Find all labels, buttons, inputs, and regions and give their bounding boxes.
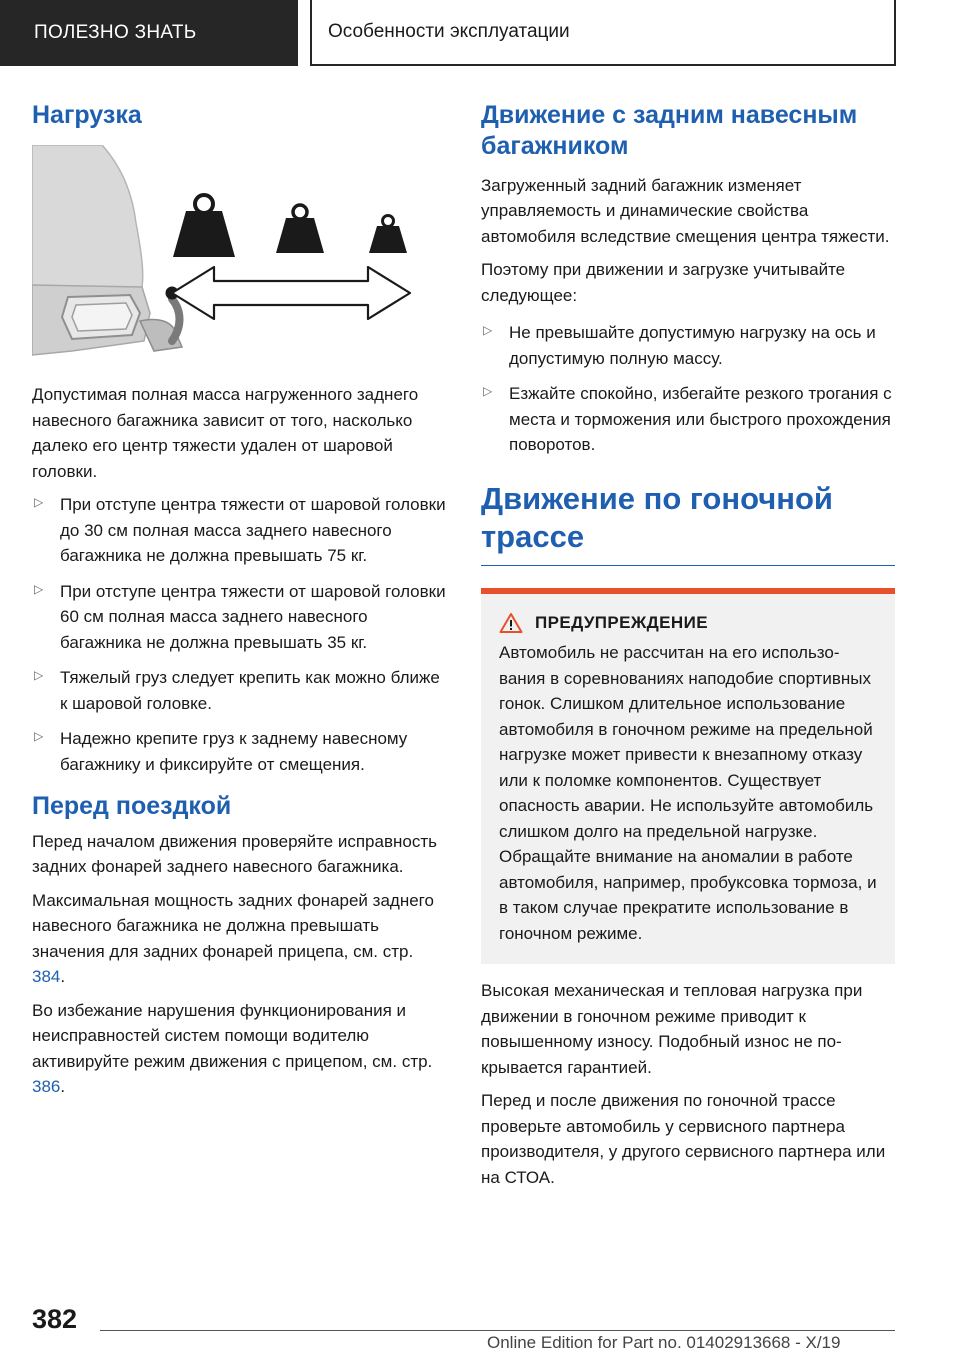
warning-text: Автомобиль не рассчитан на его использования в соревнованиях наподобие спортивных гонок. Слишком длительное использование автомобиля в гоночном режиме на предельной нагрузке может привести к внезапному отказу или к поломке компонентов. Существует опасность аварии. Не используйте автомобиль слишком долго на предельной нагрузке. Обращайте внимание на аномалии в работе автомобиля, например, пробуксовка тормоза, и в таком случае прекратите использование в гоночном режиме. bbox=[499, 643, 877, 943]
track-paragraph-1: Высокая механическая и тепловая нагрузка при движении в гоночном режиме приводит к повышенному износу. Подобный износ не покрывается гарантией. bbox=[481, 981, 863, 1077]
load-paragraph: Допустимая полная масса нагруженного заднего навесного багажника зависит от того, насколько далеко его центр тяжести удален от шаровой головки. bbox=[32, 385, 419, 481]
triangle-right-icon: ▷ bbox=[34, 668, 44, 683]
rear-paragraph-2: Поэтому при движении и загрузке учитывайте следующее: bbox=[481, 260, 846, 305]
page-header bbox=[0, 0, 960, 66]
warning-box bbox=[481, 588, 895, 964]
rear-paragraph-1: Загруженный задний багажник изменяет управляемость и динамические свойства автомобиля вследствие смещения центра тяжести. bbox=[481, 175, 890, 246]
page-link-384[interactable]: 384 bbox=[32, 967, 61, 986]
section-label: ПОЛЕЗНО ЗНАТЬ bbox=[34, 22, 197, 43]
list-item: ▷ Надежно крепите груз к заднему навесному багажнику и фиксируйте от смещения. bbox=[34, 729, 408, 774]
warning-triangle-icon bbox=[499, 612, 523, 634]
edition-note: Online Edition for Part no. 01402913668 - X/19 bbox=[487, 1333, 841, 1352]
triangle-right-icon: ▷ bbox=[34, 729, 44, 744]
heading-divider bbox=[481, 565, 895, 566]
list-item: ▷ Тяжелый груз следует крепить как можно ближе к шаровой головке. bbox=[34, 668, 440, 713]
towbar-load-illustration bbox=[32, 145, 416, 363]
warning-header bbox=[499, 612, 877, 634]
load-heading: Нагрузка bbox=[32, 101, 142, 129]
right-column bbox=[481, 100, 895, 1198]
before-paragraph-1: Перед началом движения проверяйте исправность задних фонарей заднего навесного багажника. bbox=[32, 831, 437, 876]
load-list bbox=[32, 492, 448, 777]
rear-list bbox=[481, 320, 895, 458]
list-item: ▷ Езжайте спокойно, избегайте резкого трогания с места и торможения или быстрого прохождения поворотов. bbox=[483, 384, 892, 454]
triangle-right-icon: ▷ bbox=[34, 581, 44, 596]
triangle-right-icon: ▷ bbox=[483, 323, 493, 337]
page-link-386[interactable]: 386 bbox=[32, 1077, 61, 1096]
list-item: ▷ При отступе центра тяжести от шаровой головки 60 см полная масса заднего навесного багажника не должна превышать 35 кг. bbox=[34, 581, 446, 652]
race-track-heading: Движение по гоночной трассе bbox=[481, 480, 833, 555]
left-column bbox=[32, 100, 448, 1108]
section-tab bbox=[0, 0, 298, 66]
triangle-right-icon: ▷ bbox=[34, 495, 44, 510]
warning-title: ПРЕДУПРЕЖДЕНИЕ bbox=[535, 613, 708, 632]
before-paragraph-2: Максимальная мощность задних фонарей заднего навесного багажника не должна превышать значения для задних фонарей прицепа, см. стр. 384. bbox=[32, 890, 434, 986]
track-paragraph-2: Перед и после движения по гоночной трассе проверьте автомобиль у сервисного партнера производителя, у другого сервисного партнера или на СТОА. bbox=[481, 1091, 886, 1187]
footer-divider bbox=[100, 1330, 895, 1331]
list-item: ▷ Не превышайте допустимую нагрузку на ось и допустимую полную массу. bbox=[483, 323, 876, 368]
list-item: ▷ При отступе центра тяжести от шаровой головки до 30 см полная масса заднего навесного багажника не должна превышать 75 кг. bbox=[34, 495, 446, 566]
before-paragraph-3: Во избежание нарушения функционирования и неисправностей систем помощи водителю активируйте режим движения с прицепом, см. стр. 386. bbox=[32, 1000, 433, 1096]
triangle-right-icon: ▷ bbox=[483, 384, 493, 398]
before-trip-heading: Перед поездкой bbox=[32, 792, 232, 821]
chapter-label: Особенности эксплуатации bbox=[328, 21, 570, 42]
rear-carrier-heading: Движение с задним навесным багажником bbox=[481, 101, 858, 161]
chapter-tab bbox=[310, 0, 896, 66]
page-number: 382 bbox=[32, 1304, 78, 1334]
